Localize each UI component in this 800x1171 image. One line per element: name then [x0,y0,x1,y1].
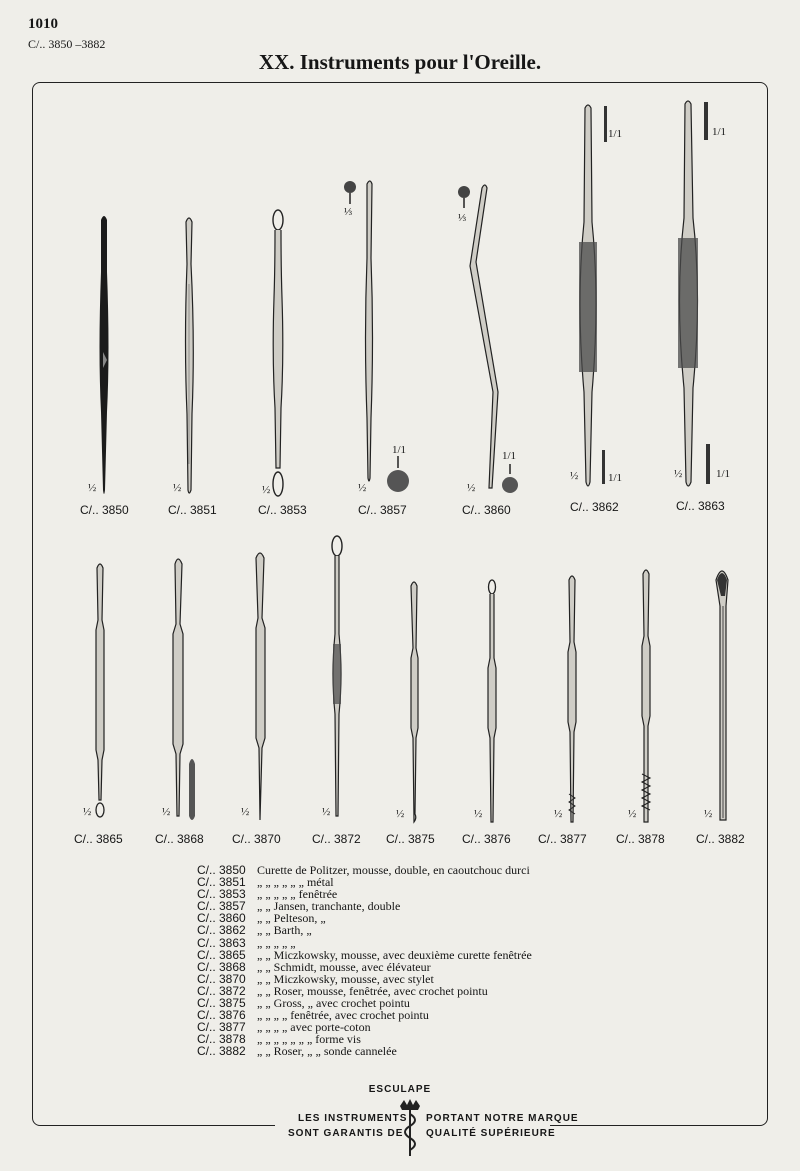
scale-3853: ½ [262,484,271,496]
scale-3882: ½ [704,808,713,820]
instrument-3872 [326,534,350,826]
description-text: „ „ „ „ „ fenêtrée [257,887,338,902]
code-3857: C/.. 3857 [358,503,407,517]
description-code: C/.. 3865 [197,947,246,962]
code-3882: C/.. 3882 [696,832,745,846]
description-text: „ „ Miczkowsky, mousse, avec stylet [257,971,434,986]
description-code: C/.. 3853 [197,887,246,902]
scale-3857: ½ [358,482,367,494]
brand-name: ESCULAPE [368,1084,432,1095]
code-3865: C/.. 3865 [74,832,123,846]
description-text: „ „ „ „ „ [257,935,296,950]
instrument-3882 [712,566,734,826]
description-code: C/.. 3877 [197,1020,246,1035]
instrument-3863 [666,98,731,494]
description-text: „ „ Miczkowsky, mousse, avec deuxième curette fenêtrée [257,947,532,962]
description-text: Curette de Politzer, mousse, double, en caoutchouc durci [257,863,530,877]
description-text: „ „ Barth, „ [257,923,312,938]
description-text: „ „ „ „ fenêtrée, avec crochet pointu [257,1008,429,1023]
scale-3857-top: ⅓ [344,206,353,218]
caduceus-emblem-icon [396,1098,424,1158]
code-3863: C/.. 3863 [676,499,725,513]
motto-line1-right: PORTANT NOTRE MARQUE [426,1113,579,1124]
description-code: C/.. 3872 [197,983,246,998]
description-code: C/.. 3860 [197,911,246,926]
code-3868: C/.. 3868 [155,832,204,846]
instrument-3862 [566,102,626,494]
scale-3850: ½ [88,482,97,494]
description-code: C/.. 3875 [197,996,246,1011]
description-code: C/.. 3850 [197,863,246,877]
scale-3860-detail: 1/1 [502,450,517,462]
scale-3860-top: ⅓ [458,212,467,224]
instrument-3875 [404,578,426,826]
code-3876: C/.. 3876 [462,832,511,846]
code-3870: C/.. 3870 [232,832,281,846]
scale-3865: ½ [83,806,92,818]
scale-3872: ½ [322,806,331,818]
code-3850: C/.. 3850 [80,503,129,517]
description-code: C/.. 3851 [197,875,246,890]
scale-3862-top: 1/1 [608,128,623,140]
description-code: C/.. 3868 [197,959,246,974]
motto-line2-right: QUALITÉ SUPÉRIEURE [426,1128,556,1139]
motto-line1-left: LES INSTRUMENTS [298,1113,408,1124]
instrument-3860 [452,182,532,500]
description-code: C/.. 3857 [197,899,246,914]
scale-3878: ½ [628,808,637,820]
code-3860: C/.. 3860 [462,503,511,517]
scale-3863-detail: 1/1 [716,468,731,480]
description-text: „ „ Pelteson, „ [257,911,326,926]
scale-3863-top: 1/1 [712,126,727,138]
scale-3868: ½ [162,806,171,818]
description-code: C/.. 3863 [197,935,246,950]
scale-3862: ½ [570,470,579,482]
description-text: „ „ Schmidt, mousse, avec élévateur [257,959,431,974]
scale-3876: ½ [474,808,483,820]
description-text: „ „ Gross, „ avec crochet pointu [257,996,410,1011]
description-text: „ „ Roser, „ „ sonde cannelée [257,1044,397,1059]
code-3853: C/.. 3853 [258,503,307,517]
description-text: „ „ „ „ avec porte-coton [257,1020,371,1035]
scale-3857-detail: 1/1 [392,444,407,456]
code-3851: C/.. 3851 [168,503,217,517]
scale-3877: ½ [554,808,563,820]
scale-3851: ½ [173,482,182,494]
page-number: 1010 [28,16,58,32]
scale-3870: ½ [241,806,250,818]
description-code: C/.. 3878 [197,1032,246,1047]
instrument-3851 [178,214,202,498]
code-3862: C/.. 3862 [570,500,619,514]
description-text: „ „ Roser, mousse, fenêtrée, avec crochet pointu [257,983,488,998]
code-3875: C/.. 3875 [386,832,435,846]
instrument-3878 [636,566,658,826]
scale-3875: ½ [396,808,405,820]
page-title: XX. Instruments pour l'Oreille. [258,50,542,74]
motto-line2-left: SONT GARANTIS DE [288,1128,404,1139]
scale-3860: ½ [467,482,476,494]
instrument-3876 [482,578,504,826]
catalog-range: C/.. 3850 –3882 [28,37,106,51]
instrument-3850 [92,212,116,502]
code-3878: C/.. 3878 [616,832,665,846]
instrument-3870 [250,548,272,824]
scale-3863: ½ [674,468,683,480]
code-3877: C/.. 3877 [538,832,587,846]
description-text: „ „ Jansen, tranchante, double [257,899,401,914]
instrument-3865 [90,560,112,824]
description-text: „ „ „ „ „ „ métal [257,875,334,890]
description-code: C/.. 3882 [197,1044,246,1059]
instrument-3868 [168,554,202,826]
description-text: „ „ „ „ „ „ „ forme vis [257,1032,361,1047]
instrument-3877 [562,572,584,826]
description-code: C/.. 3870 [197,971,246,986]
code-3872: C/.. 3872 [312,832,361,846]
instrument-3853 [266,208,292,500]
description-code: C/.. 3876 [197,1008,246,1023]
scale-3862-detail: 1/1 [608,472,623,484]
description-code: C/.. 3862 [197,923,246,938]
